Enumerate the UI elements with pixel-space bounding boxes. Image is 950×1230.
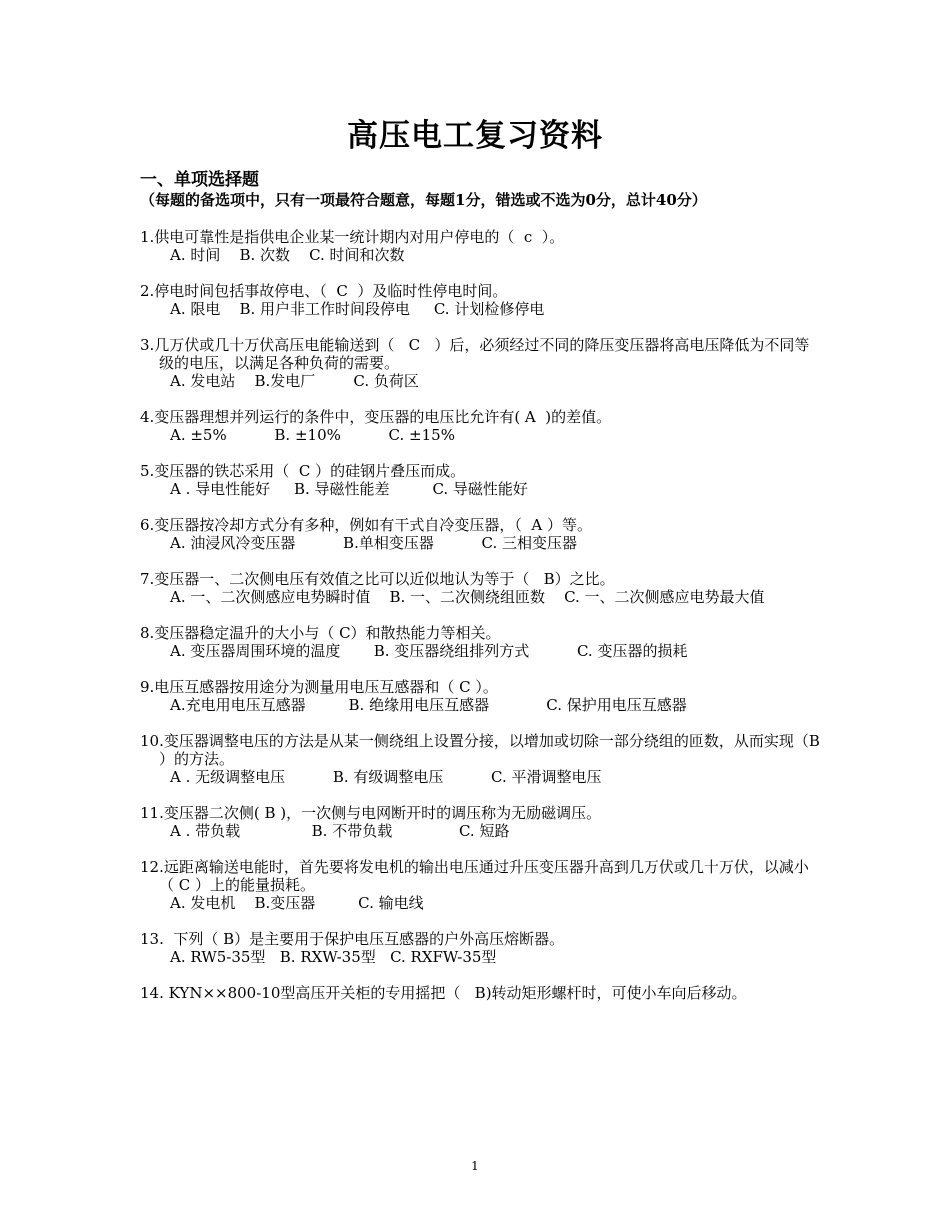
question-options: A. 一、二次侧感应电势瞬时值 B. 一、二次侧绕组匝数 C. 一、二次侧感应电势最大值 [170, 588, 765, 606]
question-item [140, 228, 820, 264]
question-options: A. 变压器周围环境的温度 B. 变压器绕组排列方式 C. 变压器的损耗 [170, 642, 688, 660]
question-stem: 4.变压器理想并列运行的条件中，变压器的电压比允许有( A )的差值。 [140, 408, 612, 426]
question-item [140, 984, 820, 1002]
question-stem: 14. KYN××800-10型高压开关柜的专用摇把（ B)转动矩形螺杆时，可使小车向后移动。 [140, 984, 747, 1002]
section-title: 一、单项选择题 [140, 170, 259, 190]
question-item [140, 336, 820, 390]
question-item [140, 930, 820, 966]
question-item [140, 516, 820, 552]
question-stem: 3.几万伏或几十万伏高压电能输送到（ C ）后，必须经过不同的降压变压器将高电压降低为不同等级的电压，以满足各种负荷的需要。 [140, 336, 810, 372]
question-options: A. 时间 B. 次数 C. 时间和次数 [170, 246, 405, 264]
question-item [140, 282, 820, 318]
question-item [140, 462, 820, 498]
question-stem: 6.变压器按冷却方式分有多种，例如有干式自冷变压器，（ A ）等。 [140, 516, 592, 534]
question-options: A . 带负载 B. 不带负载 C. 短路 [170, 822, 510, 840]
section-note: （每题的备选项中，只有一项最符合题意，每题1分，错选或不选为0分，总计40分） [140, 191, 707, 209]
question-stem: 11.变压器二次侧( B )，一次侧与电网断开时的调压称为无励磁调压。 [140, 804, 602, 822]
question-stem: 12.远距离输送电能时，首先要将发电机的输出电压通过升压变压器升高到几万伏或几十万伏，以减小（ C ）上的能量损耗。 [140, 858, 809, 894]
question-options: A. 限电 B. 用户非工作时间段停电 C. 计划检修停电 [170, 300, 545, 318]
question-options: A. 发电站 B.发电厂 C. 负荷区 [170, 372, 419, 390]
question-item [140, 858, 820, 912]
question-item [140, 678, 820, 714]
question-options: A. 油浸风冷变压器 B.单相变压器 C. 三相变压器 [170, 534, 578, 552]
question-item [140, 570, 820, 606]
question-list [140, 228, 825, 1020]
section-heading [140, 170, 820, 210]
question-options: A.充电用电压互感器 B. 绝缘用电压互感器 C. 保护用电压互感器 [170, 696, 687, 714]
question-options: A. RW5-35型 B. RXW-35型 C. RXFW-35型 [170, 948, 497, 966]
document-title: 高压电工复习资料 [347, 118, 603, 154]
question-stem: 7.变压器一、二次侧电压有效值之比可以近似地认为等于（ B）之比。 [140, 570, 615, 588]
question-options: A. 发电机 B.变压器 C. 输电线 [170, 894, 424, 912]
question-stem: 2.停电时间包括事故停电、（ C ）及临时性停电时间。 [140, 282, 508, 300]
question-item [140, 732, 825, 786]
question-item [140, 624, 820, 660]
question-options: A . 导电性能好 B. 导磁性能差 C. 导磁性能好 [170, 480, 528, 498]
question-stem: 1.供电可靠性是指供电企业某一统计期内对用户停电的（ c ）。 [140, 228, 565, 246]
question-options: A. ±5% B. ±10% C. ±15% [170, 426, 455, 444]
page-number: 1 [471, 1159, 479, 1173]
question-stem: 10.变压器调整电压的方法是从某一侧绕组上设置分接，以增加或切除一部分绕组的匝数，从而实现（B ）的方法。 [140, 732, 825, 768]
question-stem: 5.变压器的铁芯采用（ C ）的硅钢片叠压而成。 [140, 462, 466, 480]
question-item [140, 804, 820, 840]
question-stem: 9.电压互感器按用途分为测量用电压互感器和（ C ）。 [140, 678, 498, 696]
question-options: A . 无级调整电压 B. 有级调整电压 C. 平滑调整电压 [170, 768, 602, 786]
question-stem: 13. 下列（ B）是主要用于保护电压互感器的户外高压熔断器。 [140, 930, 565, 948]
question-stem: 8.变压器稳定温升的大小与（ C）和散热能力等相关。 [140, 624, 501, 642]
question-item [140, 408, 820, 444]
